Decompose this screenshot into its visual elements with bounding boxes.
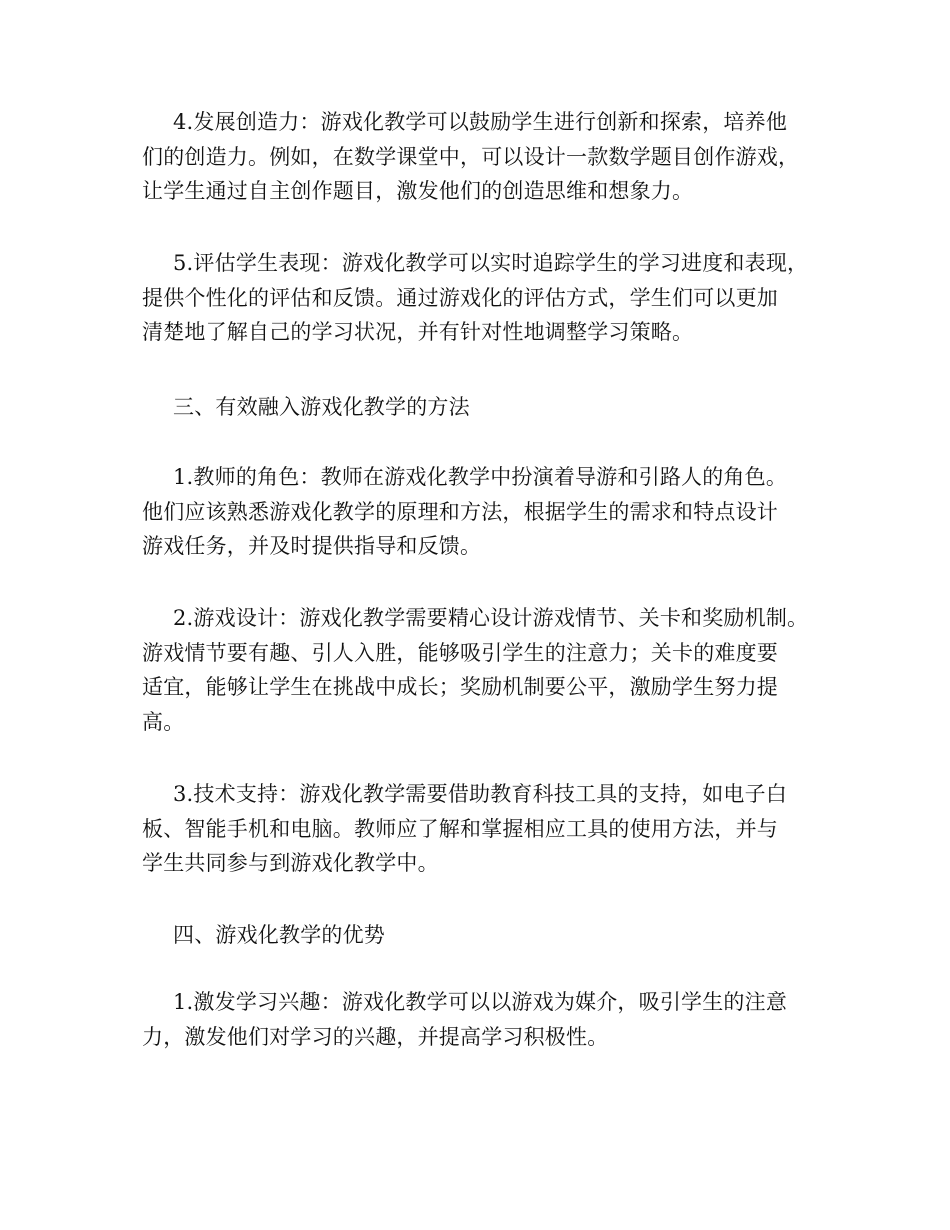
text-line: 4.发展创造力：游戏化教学可以鼓励学生进行创新和探索，培养他 [173, 110, 788, 134]
section-heading-text: 三、有效融入游戏化教学的方法 [173, 395, 470, 419]
paragraph-stimulate-interest [142, 985, 822, 1054]
text-line: 5.评估学生表现：游戏化教学可以实时追踪学生的学习进度和表现， [173, 251, 809, 275]
text-line: 板、智能手机和电脑。教师应了解和掌握相应工具的使用方法，并与 [142, 816, 778, 841]
section-heading-advantages [142, 918, 822, 953]
text-line: 适宜，能够让学生在挑战中成长；奖励机制要公平，激励学生努力提 [142, 675, 778, 699]
section-heading-text: 四、游戏化教学的优势 [173, 923, 385, 947]
text-line: 们的创造力。例如，在数学课堂中，可以设计一款数学题目创作游戏， [142, 144, 800, 169]
paragraph-assess-performance [142, 246, 822, 350]
text-line: 游戏情节要有趣、引人入胜，能够吸引学生的注意力；关卡的难度要 [142, 640, 778, 665]
text-line: 他们应该熟悉游戏化教学的原理和方法，根据学生的需求和特点设计 [142, 499, 778, 524]
paragraph-teacher-role [142, 460, 822, 564]
text-line: 让学生通过自主创作题目，激发他们的创造思维和想象力。 [142, 179, 694, 203]
text-line: 游戏任务，并及时提供指导和反馈。 [142, 534, 482, 558]
text-line: 力，激发他们对学习的兴趣，并提高学习积极性。 [142, 1024, 609, 1049]
paragraph-develop-creativity [142, 105, 822, 209]
text-line: 清楚地了解自己的学习状况，并有针对性地调整学习策略。 [142, 320, 694, 344]
paragraph-tech-support [142, 777, 822, 881]
text-line: 3.技术支持：游戏化教学需要借助教育科技工具的支持，如电子白 [173, 782, 788, 806]
text-line: 1.激发学习兴趣：游戏化教学可以以游戏为媒介，吸引学生的注意 [173, 990, 788, 1014]
text-line: 高。 [142, 709, 185, 734]
section-heading-methods [142, 390, 822, 425]
text-line: 2.游戏设计：游戏化教学需要精心设计游戏情节、关卡和奖励机制。 [173, 606, 809, 630]
text-line: 提供个性化的评估和反馈。通过游戏化的评估方式，学生们可以更加 [142, 285, 778, 310]
text-line: 学生共同参与到游戏化教学中。 [142, 851, 439, 875]
text-line: 1.教师的角色：教师在游戏化教学中扮演着导游和引路人的角色。 [173, 465, 788, 489]
paragraph-game-design [142, 601, 822, 739]
